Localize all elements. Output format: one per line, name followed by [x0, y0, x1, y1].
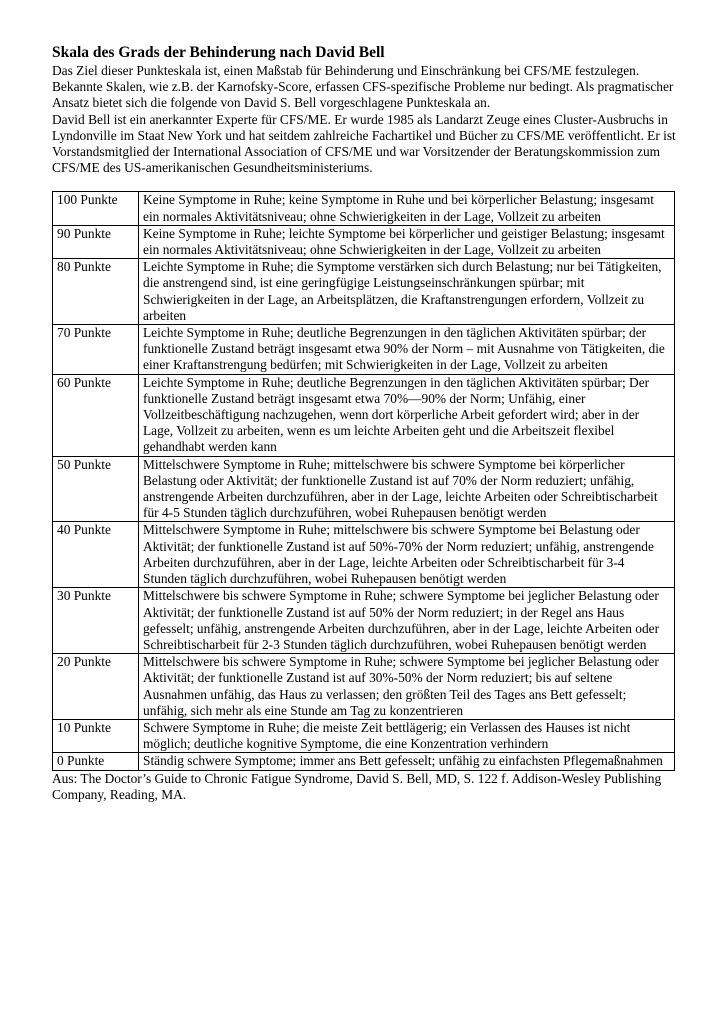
- points-cell: 40 Punkte: [53, 522, 139, 588]
- table-row: [53, 719, 675, 752]
- page-title: Skala des Grads der Behinderung nach David Bell: [52, 44, 385, 61]
- description-cell: Keine Symptome in Ruhe; keine Symptome in Ruhe und bei körperlicher Belastung; insgesamt ein normales Aktivitätsniveau; ohne Schwierigkeiten in der Lage, Vollzeit zu arbeiten: [139, 192, 675, 225]
- description-cell: Ständig schwere Symptome; immer ans Bett gefesselt; unfähig zu einfachsten Pflegemaßnahmen: [139, 753, 675, 770]
- table-row: [53, 588, 675, 654]
- intro-text: [52, 63, 678, 176]
- table-row: [53, 192, 675, 225]
- table-row: [53, 753, 675, 770]
- table-row: [53, 259, 675, 325]
- description-cell: Leichte Symptome in Ruhe; die Symptome verstärken sich durch Belastung; nur bei Tätigkeiten, die anstrengend sind, ist eine geringfügige Leistungseinschränkungen spürbar; mit Schwierigkeiten in der Lage, an Arbeitsplätzen, die Kraftanstrengungen erfordern, Vollzeit zu arbeiten: [139, 259, 675, 325]
- intro-paragraph: Das Ziel dieser Punkteskala ist, einen Maßstab für Behinderung und Einschränkung bei CFS/ME festzulegen. Bekannte Skalen, wie z.B. der Karnofsky-Score, erfassen CFS-spezifische Probleme nur bedingt. Als pragmatischer Ansatz bietet sich die folgende von David S. Bell vorgeschlagene Punkteskala an.: [52, 63, 674, 111]
- points-cell: 60 Punkte: [53, 374, 139, 456]
- description-cell: Mittelschwere Symptome in Ruhe; mittelschwere bis schwere Symptome bei Belastung oder Aktivität; der funktionelle Zustand ist auf 50%-70% der Norm reduziert; unfähig, anstrengende Arbeiten durchzuführen, aber in der Lage, leichte Arbeiten oder Schreibtischarbeit für 3-4 Stunden täglich durchzuführen, wobei Ruhepausen benötigt werden: [139, 522, 675, 588]
- disability-scale-table: [52, 191, 675, 770]
- points-cell: 50 Punkte: [53, 456, 139, 522]
- points-cell: 90 Punkte: [53, 225, 139, 258]
- description-cell: Mittelschwere bis schwere Symptome in Ruhe; schwere Symptome bei jeglicher Belastung oder Aktivität; der funktionelle Zustand ist auf 30%-50% der Norm reduziert; bis auf seltene Ausnahmen unfähig, das Haus zu verlassen; den größten Teil des Tages ans Bett gefesselt; unfähig, sich mehr als eine Stunde am Tag zu konzentrieren: [139, 654, 675, 720]
- points-cell: 30 Punkte: [53, 588, 139, 654]
- description-cell: Keine Symptome in Ruhe; leichte Symptome bei körperlicher und geistiger Belastung; insgesamt ein normales Aktivitätsniveau; ohne Schwierigkeiten in der Lage, Vollzeit zu arbeiten: [139, 225, 675, 258]
- description-cell: Mittelschwere Symptome in Ruhe; mittelschwere bis schwere Symptome bei körperlicher Belastung oder Aktivität; der funktionelle Zustand ist auf 70% der Norm reduziert; unfähig, anstrengende Arbeiten durchzuführen, aber in der Lage, leichte Arbeiten oder Schreibtischarbeit für 4-5 Stunden täglich durchzuführen, wobei Ruhepausen benötigt werden: [139, 456, 675, 522]
- table-row: [53, 456, 675, 522]
- points-cell: 10 Punkte: [53, 719, 139, 752]
- points-cell: 100 Punkte: [53, 192, 139, 225]
- intro-paragraph: David Bell ist ein anerkannter Experte für CFS/ME. Er wurde 1985 als Landarzt Zeuge eines Cluster-Ausbruchs in Lyndonville im Staat New York und hat seitdem zahlreiche Fachartikel und Bücher zu CFS/ME veröffentlicht. Er ist Vorstandsmitglied der International Association of CFS/ME und war Vorsitzender der Beratungskommission zum CFS/ME des US-amerikanischen Gesundheitsministeriums.: [52, 111, 676, 176]
- table-row: [53, 522, 675, 588]
- description-cell: Schwere Symptome in Ruhe; die meiste Zeit bettlägerig; ein Verlassen des Hauses ist nicht möglich; deutliche kognitive Symptome, die eine Konzentration verhindern: [139, 719, 675, 752]
- points-cell: 70 Punkte: [53, 325, 139, 375]
- source-citation: Aus: The Doctor’s Guide to Chronic Fatigue Syndrome, David S. Bell, MD, S. 122 f. Addison-Wesley Publishing Company, Reading, MA.: [52, 770, 662, 802]
- points-cell: 80 Punkte: [53, 259, 139, 325]
- points-cell: 20 Punkte: [53, 654, 139, 720]
- table-row: [53, 654, 675, 720]
- description-cell: Leichte Symptome in Ruhe; deutliche Begrenzungen in den täglichen Aktivitäten spürbar; Der funktionelle Zustand beträgt insgesamt etwa 70%—90% der Norm; Unfähig, einer Vollzeitbeschäftigung nachzugehen, wenn dort körperliche Arbeit gefordert wird; aber in der Lage, Vollzeit zu arbeiten, wenn es um leichte Arbeiten geht und die Arbeitszeit flexibel gehandhabt werden kann: [139, 374, 675, 456]
- description-cell: Leichte Symptome in Ruhe; deutliche Begrenzungen in den täglichen Aktivitäten spürbar; der funktionelle Zustand beträgt insgesamt etwa 90% der Norm – mit Ausnahme von Tätigkeiten, die einer Kraftanstrengung bedürfen; mit Schwierigkeiten in der Lage, Vollzeit zu arbeiten: [139, 325, 675, 375]
- table-row: [53, 325, 675, 375]
- document-page: [52, 43, 678, 803]
- table-row: [53, 374, 675, 456]
- table-row: [53, 225, 675, 258]
- points-cell: 0 Punkte: [53, 753, 139, 770]
- description-cell: Mittelschwere bis schwere Symptome in Ruhe; schwere Symptome bei jeglicher Belastung oder Aktivität; der funktionelle Zustand ist auf 50% der Norm reduziert; in der Regel ans Haus gefesselt; unfähig, anstrengende Arbeiten durchzuführen, aber in der Lage, leichte Arbeiten oder Schreibtischarbeit für 2-3 Stunden täglich durchzuführen, wobei Ruhepausen benötigt werden: [139, 588, 675, 654]
